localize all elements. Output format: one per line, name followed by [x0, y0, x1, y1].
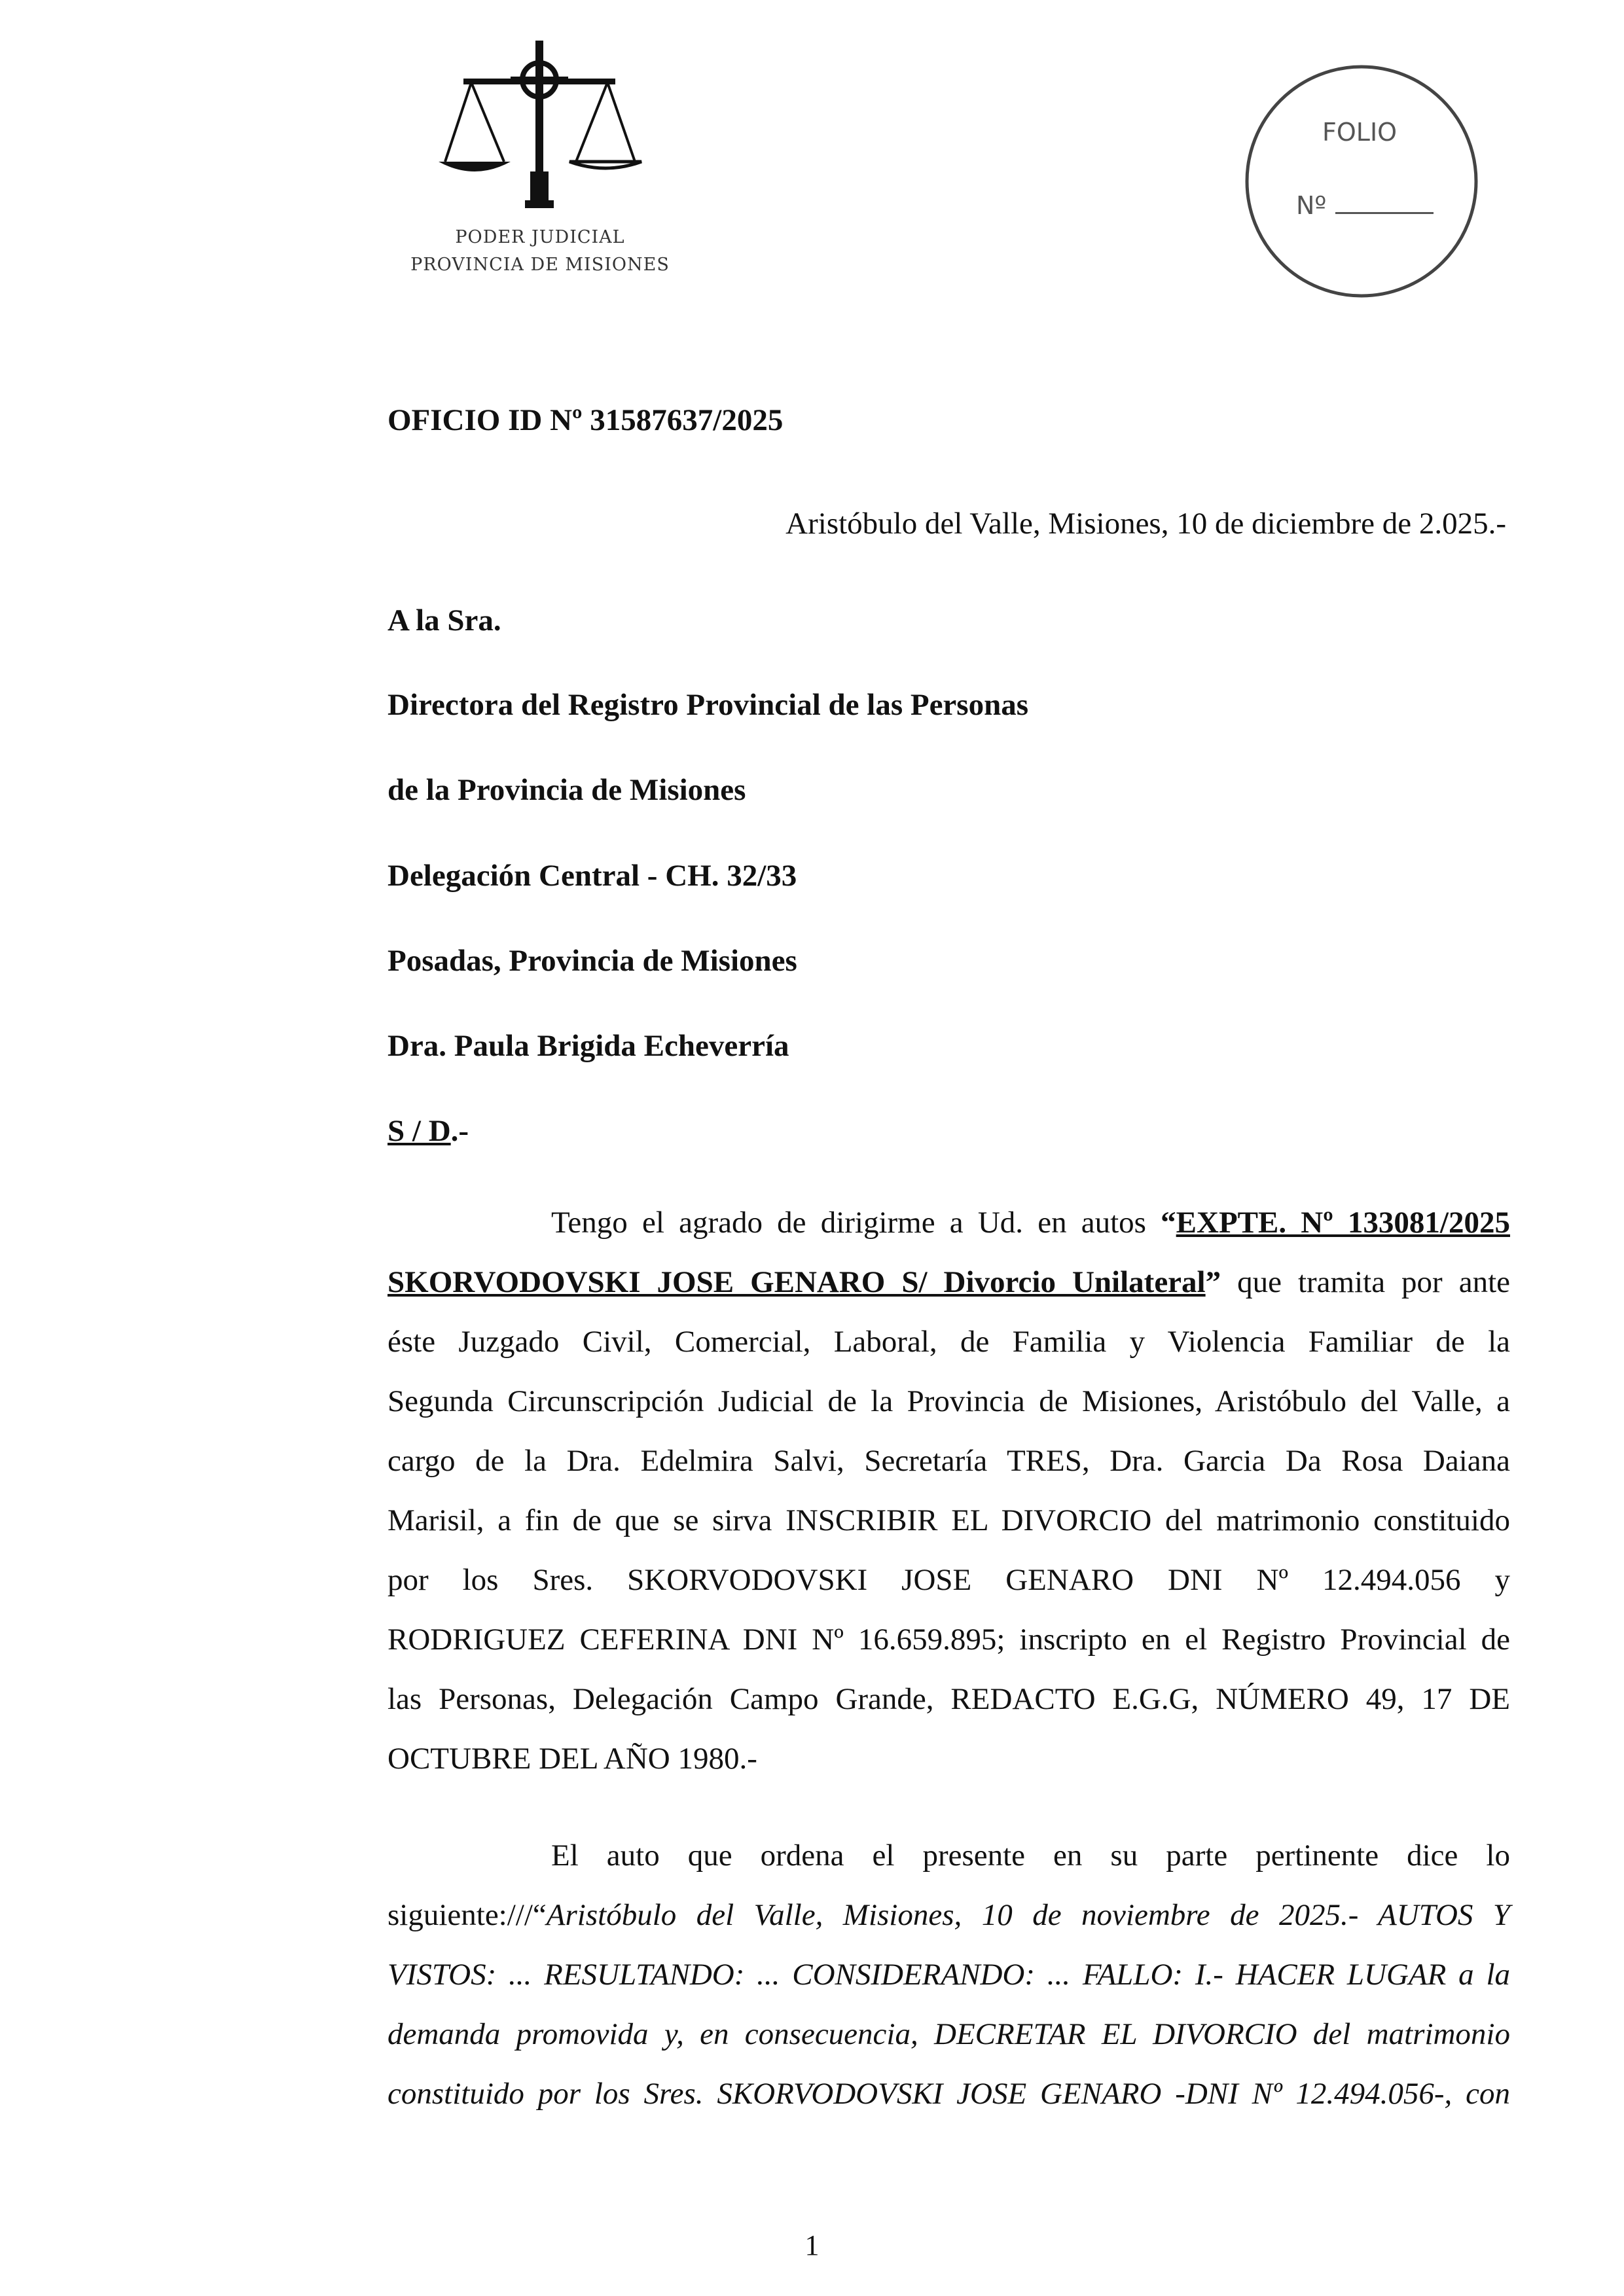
p1-line-7: por los Sres. SKORVODOVSKI JOSE GENARO DNI Nº 12.494.056 y — [388, 1563, 1510, 1597]
folio-number-blank — [1335, 192, 1434, 214]
recipient-line-1: A la Sra. — [388, 603, 501, 637]
logo-text-line1: PODER JUDICIAL — [455, 227, 625, 247]
recipient-line-5: Posadas, Provincia de Misiones — [388, 944, 797, 978]
p1-line-8: RODRIGUEZ CEFERINA DNI Nº 16.659.895; inscripto en el Registro Provincial de — [388, 1623, 1510, 1657]
p1-line-9: las Personas, Delegación Campo Grande, REDACTO E.G.G, NÚMERO 49, 17 DE — [388, 1682, 1510, 1716]
p1-line-2 — [388, 1263, 1510, 1302]
p1-line-4: Segunda Circunscripción Judicial de la Provincia de Misiones, Aristóbulo del Valle, a — [388, 1384, 1510, 1418]
p2-line-1: El auto que ordena el presente en su parte pertinente dice lo — [551, 1839, 1510, 1873]
place-date: Aristóbulo del Valle, Misiones, 10 de diciembre de 2.025.- — [785, 507, 1506, 541]
page-number: 1 — [804, 2229, 820, 2261]
folio-number — [1296, 191, 1434, 220]
folio-number-label: Nº — [1296, 191, 1327, 220]
recipient-line-6: Dra. Paula Brigida Echeverría — [388, 1029, 789, 1063]
document-title: OFICIO ID Nº 31587637/2025 — [388, 403, 784, 437]
p1-caratula: SKORVODOVSKI JOSE GENARO S/ Divorcio Unilateral — [388, 1265, 1206, 1299]
p1-line-6: Marisil, a fin de que se sirva INSCRIBIR EL DIVORCIO del matrimonio constituido — [388, 1503, 1510, 1537]
p1-line-5: cargo de la Dra. Edelmira Salvi, Secretaría TRES, Dra. Garcia Da Rosa Daiana — [388, 1444, 1510, 1478]
folio-stamp — [1240, 60, 1489, 309]
p1-expte: EXPTE. Nº 133081/2025 — [1176, 1206, 1510, 1240]
p2-line-3: VISTOS: ... RESULTANDO: ... CONSIDERANDO: ... FALLO: I.- HACER LUGAR a la — [388, 1958, 1510, 1992]
p1-close-quote: ” — [1205, 1265, 1221, 1299]
logo-text-line2: PROVINCIA DE MISIONES — [410, 255, 670, 275]
recipient-line-3: de la Provincia de Misiones — [388, 773, 746, 807]
p2-l2-text: siguiente:///“ — [388, 1898, 547, 1932]
scales-of-justice-icon — [432, 41, 648, 211]
recipient-line-2: Directora del Registro Provincial de las Personas — [388, 688, 1029, 722]
p2-l2-italic: Aristóbulo del Valle, Misiones, 10 de noviembre de 2025.- AUTOS Y — [546, 1898, 1510, 1932]
p1-l2-text: que tramita por ante — [1221, 1265, 1510, 1299]
p1-line-3: éste Juzgado Civil, Comercial, Laboral, de Familia y Violencia Familiar de la — [388, 1325, 1510, 1359]
p1-line-1 — [551, 1203, 1510, 1242]
p1-l1-text: Tengo el agrado de dirigirme a Ud. en autos — [551, 1206, 1161, 1240]
p1-open-quote: “ — [1161, 1206, 1176, 1240]
p1-line-10: OCTUBRE DEL AÑO 1980.- — [388, 1742, 757, 1776]
recipient-line-4: Delegación Central - CH. 32/33 — [388, 859, 797, 893]
folio-label: FOLIO — [1322, 118, 1398, 147]
sd-line — [388, 1111, 469, 1151]
poder-judicial-logo — [393, 41, 687, 289]
sd-suffix: .- — [450, 1114, 469, 1148]
p2-line-2 — [388, 1895, 1510, 1935]
p2-line-5: constituido por los Sres. SKORVODOVSKI JOSE GENARO -DNI Nº 12.494.056-, con — [388, 2077, 1510, 2111]
sd-text: S / D — [388, 1114, 451, 1148]
p2-line-4: demanda promovida y, en consecuencia, DECRETAR EL DIVORCIO del matrimonio — [388, 2017, 1510, 2051]
